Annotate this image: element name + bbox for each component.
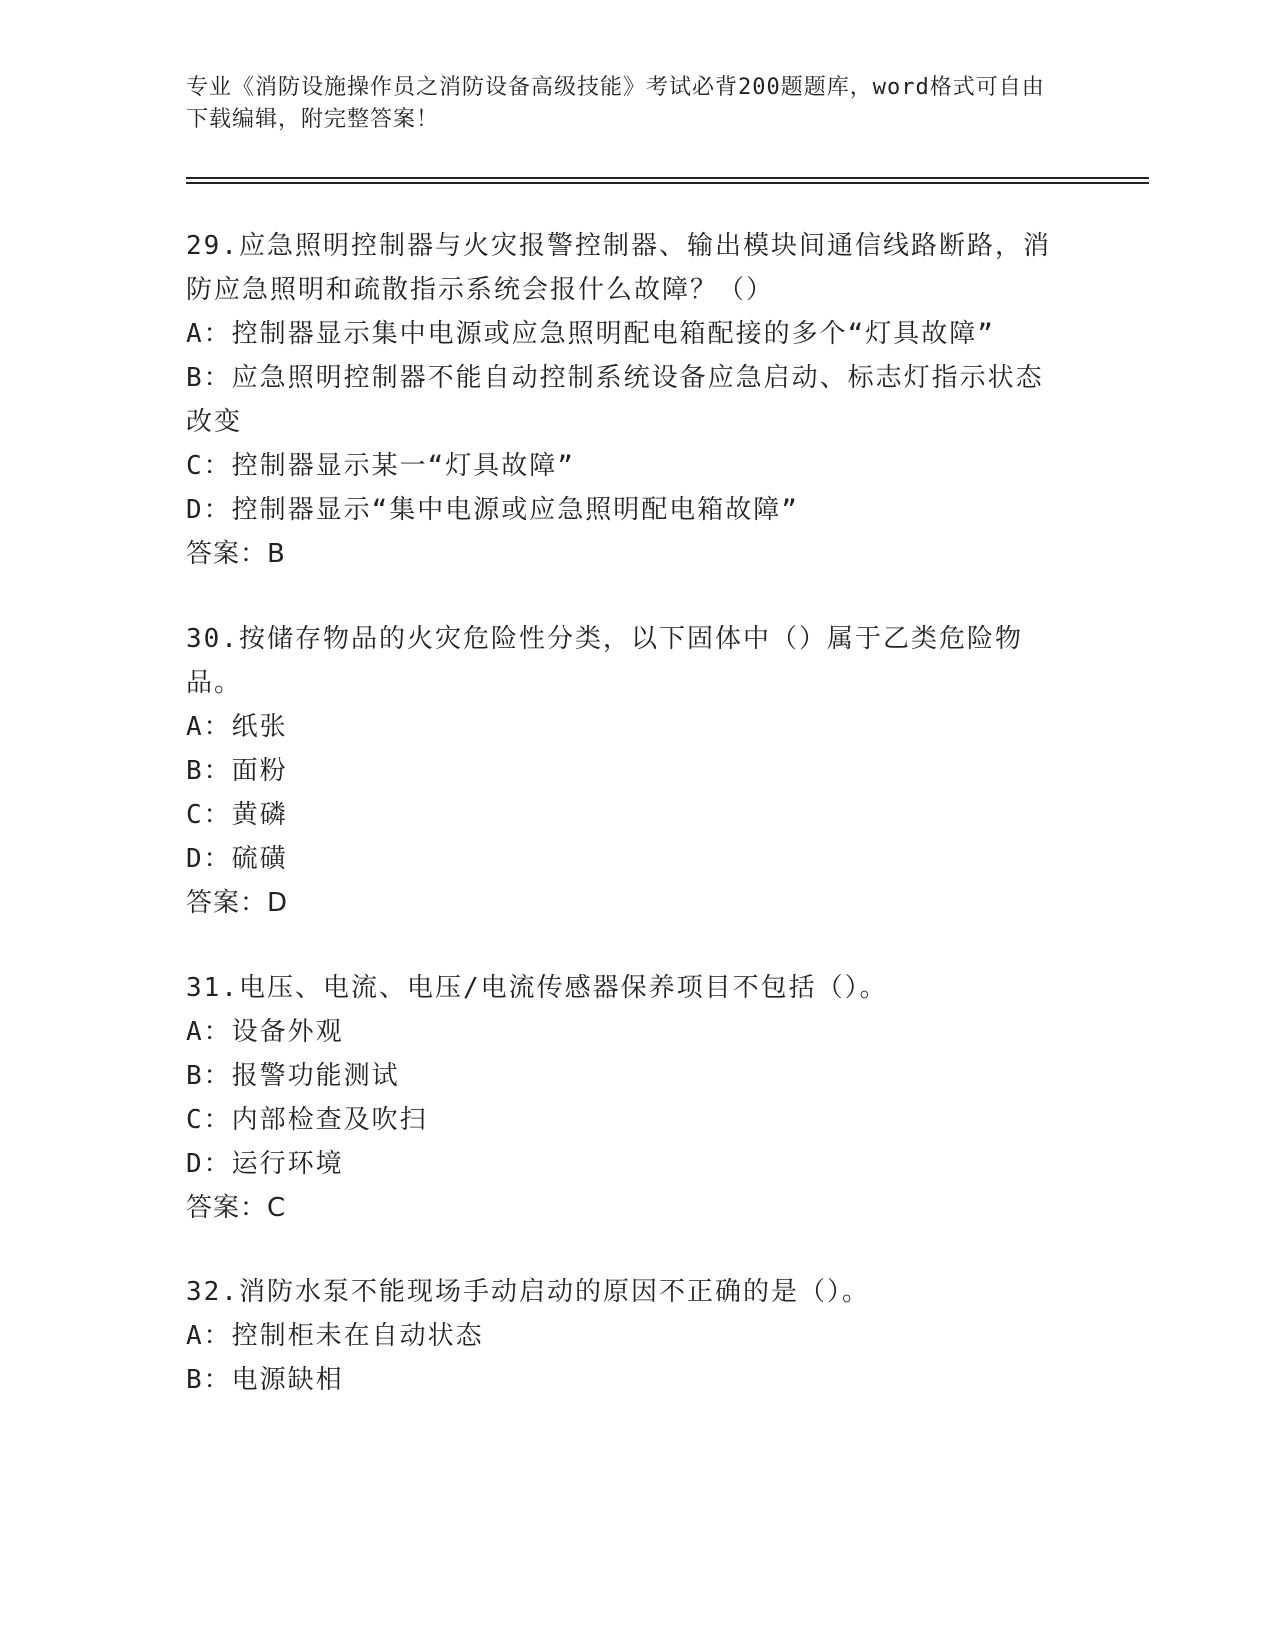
question-31 (186, 966, 1066, 1230)
option-c: C：内部检查及吹扫 (186, 1105, 428, 1135)
option-b: B：面粉 (186, 756, 288, 786)
question-32 (186, 1270, 1066, 1402)
question-29 (186, 224, 1066, 576)
option-c: C：控制器显示某一“灯具故障” (186, 451, 575, 481)
option-d: D：控制器显示“集中电源或应急照明配电箱故障” (186, 495, 799, 525)
question-stem: 29.应急照明控制器与火灾报警控制器、输出模块间通信线路断路，消防应急照明和疏散指示系统会报什么故障？（） (186, 231, 1051, 305)
answer: 答案：C (186, 1193, 287, 1223)
option-d: D：硫磺 (186, 844, 288, 874)
option-b: B：电源缺相 (186, 1365, 344, 1395)
option-a: A：控制柜未在自动状态 (186, 1321, 484, 1351)
option-c: C：黄磷 (186, 800, 288, 830)
question-stem: 30.按储存物品的火灾危险性分类，以下固体中（）属于乙类危险物品。 (186, 624, 1023, 698)
answer: 答案：D (186, 888, 289, 918)
question-stem: 32.消防水泵不能现场手动启动的原因不正确的是（）。 (186, 1277, 870, 1307)
header-divider-bottom (186, 182, 1149, 184)
option-a: A：纸张 (186, 712, 288, 742)
header-divider-top (186, 177, 1149, 179)
option-b: B：应急照明控制器不能自动控制系统设备应急启动、标志灯指示状态改变 (186, 363, 1044, 437)
question-30 (186, 617, 1066, 925)
answer: 答案：B (186, 539, 286, 569)
document-header: 专业《消防设施操作员之消防设备高级技能》考试必背200题题库，word格式可自由下载编辑，附完整答案！ (186, 75, 1045, 132)
option-a: A：设备外观 (186, 1017, 344, 1047)
option-a: A：控制器显示集中电源或应急照明配电箱配接的多个“灯具故障” (186, 319, 995, 349)
question-stem: 31.电压、电流、电压/电流传感器保养项目不包括（）。 (186, 973, 888, 1003)
option-d: D：运行环境 (186, 1149, 344, 1179)
option-b: B：报警功能测试 (186, 1061, 400, 1091)
